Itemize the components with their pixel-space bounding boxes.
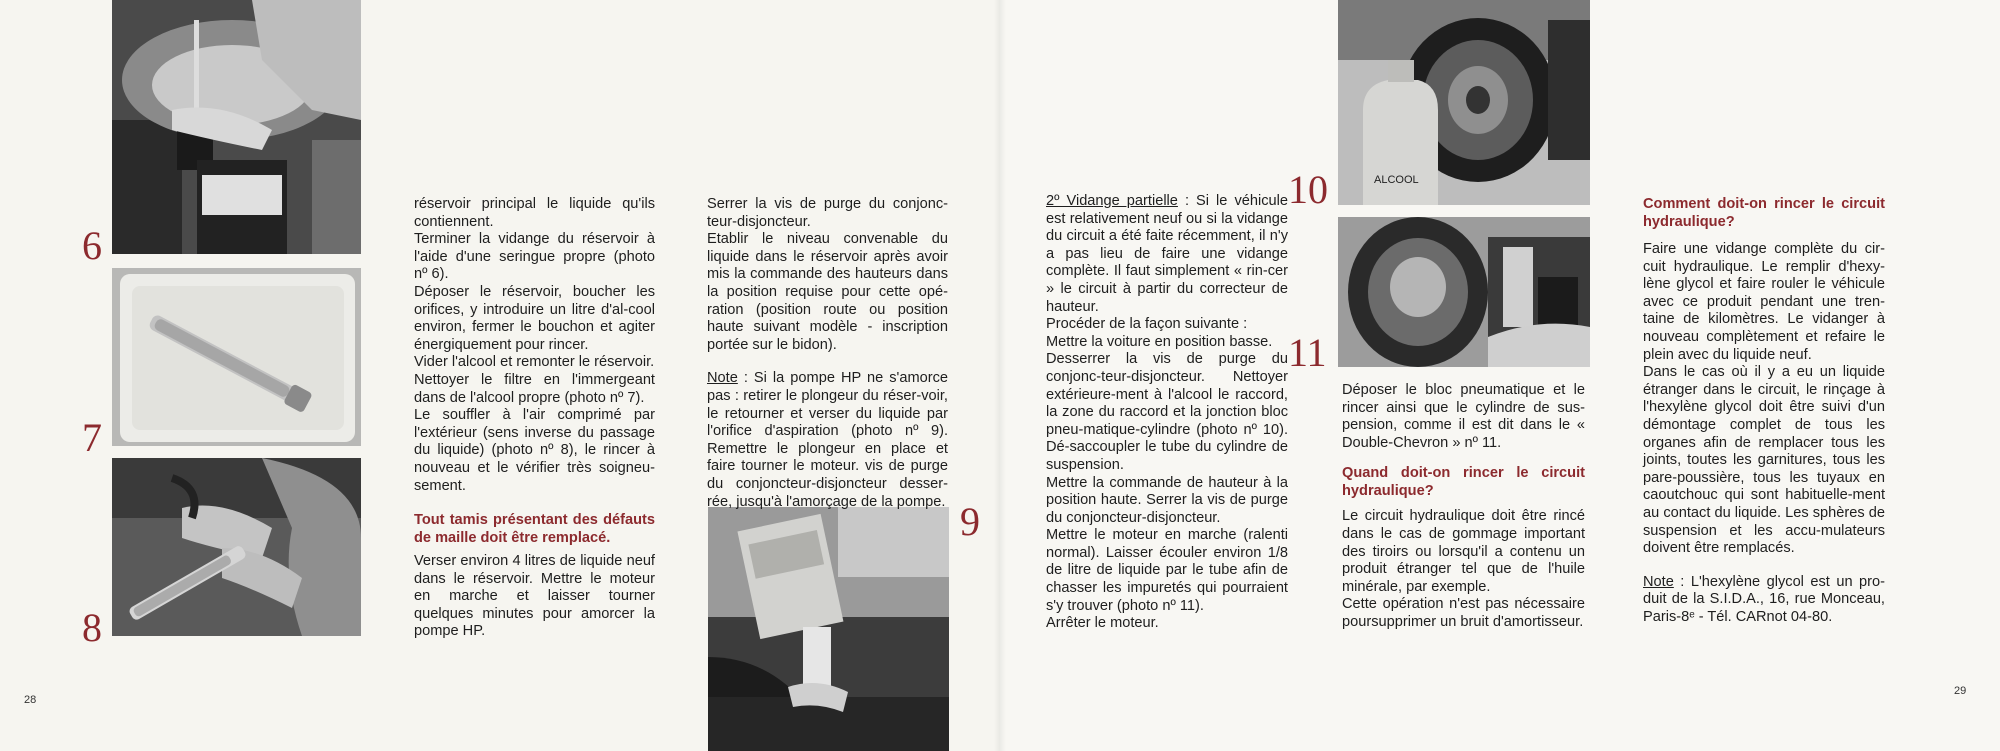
figure-number-11: 11: [1288, 330, 1327, 375]
photo-6: [112, 0, 361, 254]
lead-label: 2º Vidange partielle: [1046, 193, 1178, 209]
left-column-2: [707, 196, 948, 511]
text-paragraph: Desserrer la vis de purge du conjonc-teur-disjoncteur. Nettoyer extérieure-ment à l'alcool le raccord, la zone du raccord et la jonction bloc pneu-matique-cylindre (photo nº 10). Dé-saccoupler le tube du cylindre de suspension.: [1046, 351, 1288, 473]
photo-8-image: [112, 458, 361, 636]
section-heading: Comment doit-on rincer le circuit hydraulique?: [1643, 196, 1885, 230]
text-paragraph: Verser environ 4 litres de liquide neuf dans le réservoir. Mettre le moteur en marche et laisser tourner quelques minutes pour amorcer la pompe HP.: [414, 553, 655, 640]
page-number-left: 28: [24, 694, 37, 706]
right-column-2: [1342, 382, 1585, 632]
book-gutter: [994, 0, 1006, 751]
text-paragraph: Déposer le réservoir, boucher les orifices, y introduire un litre d'al-cool environ, fermer le bouchon et agiter énergiquement pour rincer.: [414, 283, 655, 353]
note-paragraph: [707, 370, 948, 511]
text-paragraph: Le souffler à l'air comprimé par l'extérieur (sens inverse du passage du liquide) (photo nº 8), le rincer à nouveau et le vérifier très soigneu-sement.: [414, 407, 655, 494]
note-text: : L'hexylène glycol est un pro-duit de la S.I.D.A., 16, rue Monceau, Paris-8ᵉ - Tél. CARnot 04-80.: [1643, 573, 1885, 625]
note-text: : Si la pompe HP ne s'amorce pas : retirer le plongeur du réser-voir, le retourner et verser du liquide par l'orifice d'aspiration (photo nº 9). Remettre le plongeur en place et faire tourner le moteur. vis de purge du conjoncteur-disjoncteur desser-rée, jusqu'à l'amorçage de la pompe.: [707, 370, 948, 510]
right-column-1: [1046, 193, 1288, 633]
left-column-1: [414, 196, 655, 641]
text-paragraph: Mettre le moteur en marche (ralenti normal). Laisser écouler environ 1/8 de litre de liquide par le tube afin de chasser les impuretés qui pourraient s'y trouver (photo nº 11).: [1046, 527, 1288, 614]
text-paragraph: Faire une vidange complète du cir-cuit hydraulique. Le remplir d'hexy-lène glycol et faire rouler le véhicule avec ce produit pendant une tren-taine de kilomètres. Le vidanger à nouveau complètement et refaire le plein avec du liquide neuf.: [1643, 241, 1885, 363]
text-paragraph: Procéder de la façon suivante :: [1046, 316, 1248, 333]
figure-number-7: 7: [82, 415, 102, 460]
text-paragraph: Mettre la voiture en position basse.: [1046, 333, 1273, 350]
section-heading: Quand doit-on rincer le circuit hydraulique?: [1342, 465, 1585, 500]
text-paragraph: Déposer le bloc pneumatique et le rincer ainsi que le cylindre de sus-pension, comme il est dit dans le « Double-Chevron » nº 11.: [1342, 382, 1585, 451]
photo-9-image: [708, 507, 949, 751]
page-number-right: 29: [1954, 685, 1967, 697]
photo-11-image: [1338, 217, 1590, 367]
text-paragraph: Serrer la vis de purge du conjonc-teur-disjoncteur.: [707, 196, 948, 230]
text-paragraph: Vider l'alcool et remonter le réservoir.: [414, 354, 655, 371]
photo-6-image: [112, 0, 361, 254]
note-paragraph: [1643, 574, 1885, 627]
text-paragraph: Cette opération n'est pas nécessaire poursupprimer un bruit d'amortisseur.: [1342, 596, 1585, 630]
text-paragraph: Nettoyer le filtre en l'immergeant dans de l'alcool propre (photo nº 7).: [414, 371, 655, 406]
photo-7: [112, 268, 361, 446]
alcohol-can-label: ALCOOL: [1374, 174, 1419, 186]
text-paragraph: Le circuit hydraulique doit être rincé dans le cas de gommage important des tiroirs ou lorsqu'il a contenu un produit étranger tel que de l'huile minérale, par exemple.: [1342, 508, 1585, 595]
photo-9: [708, 507, 949, 751]
photo-8: [112, 458, 361, 636]
lead-paragraph: [1046, 193, 1288, 316]
right-column-3: [1643, 195, 1885, 626]
figure-number-10: 10: [1288, 167, 1328, 212]
text-paragraph: Dans le cas où il y a eu un liquide étranger dans le circuit, le rinçage à l'hexylène glycol doit être suivi d'un démontage complet de tous les organes afin de remplacer tous les joints, toutes les garnitures, tous les pare-poussière, tous les tuyaux en caoutchouc qui sont habituelle-ment au contact du liquide. Les sphères de suspension et les accu-mulateurs doivent être remplacés.: [1643, 364, 1885, 557]
note-label: Note: [1643, 573, 1674, 590]
note-label: Note: [707, 370, 738, 387]
figure-number-9: 9: [960, 499, 980, 544]
text-paragraph: Etablir le niveau convenable du liquide dans le réservoir après avoir mis la commande des hauteurs dans la position requise pour cette opé-ration (position route ou position haute suivant modèle - inscription portée sur le bidon).: [707, 231, 948, 353]
figure-number-6: 6: [82, 223, 102, 268]
photo-7-image: [112, 268, 361, 446]
lead-text: : Si le véhicule est relativement neuf ou si la vidange du circuit a été faite récemment, il n'y a pas lieu de faire une vidange complète. Il faut simplement « rin-cer » le circuit à partir du correcteur de hauteur.: [1046, 193, 1288, 315]
text-paragraph: Mettre la commande de hauteur à la position haute. Serrer la vis de purge du conjoncteur-disjoncteur.: [1046, 474, 1288, 526]
photo-11: [1338, 217, 1590, 367]
text-paragraph: Terminer la vidange du réservoir à l'aide d'une seringue propre (photo nº 6).: [414, 231, 655, 283]
figure-number-8: 8: [82, 605, 102, 650]
text-paragraph: réservoir principal le liquide qu'ils contiennent.: [414, 196, 655, 230]
text-paragraph: Arrêter le moteur.: [1046, 615, 1159, 632]
section-heading: Tout tamis présentant des défauts de maille doit être remplacé.: [414, 512, 655, 547]
photo-10: [1338, 0, 1590, 205]
